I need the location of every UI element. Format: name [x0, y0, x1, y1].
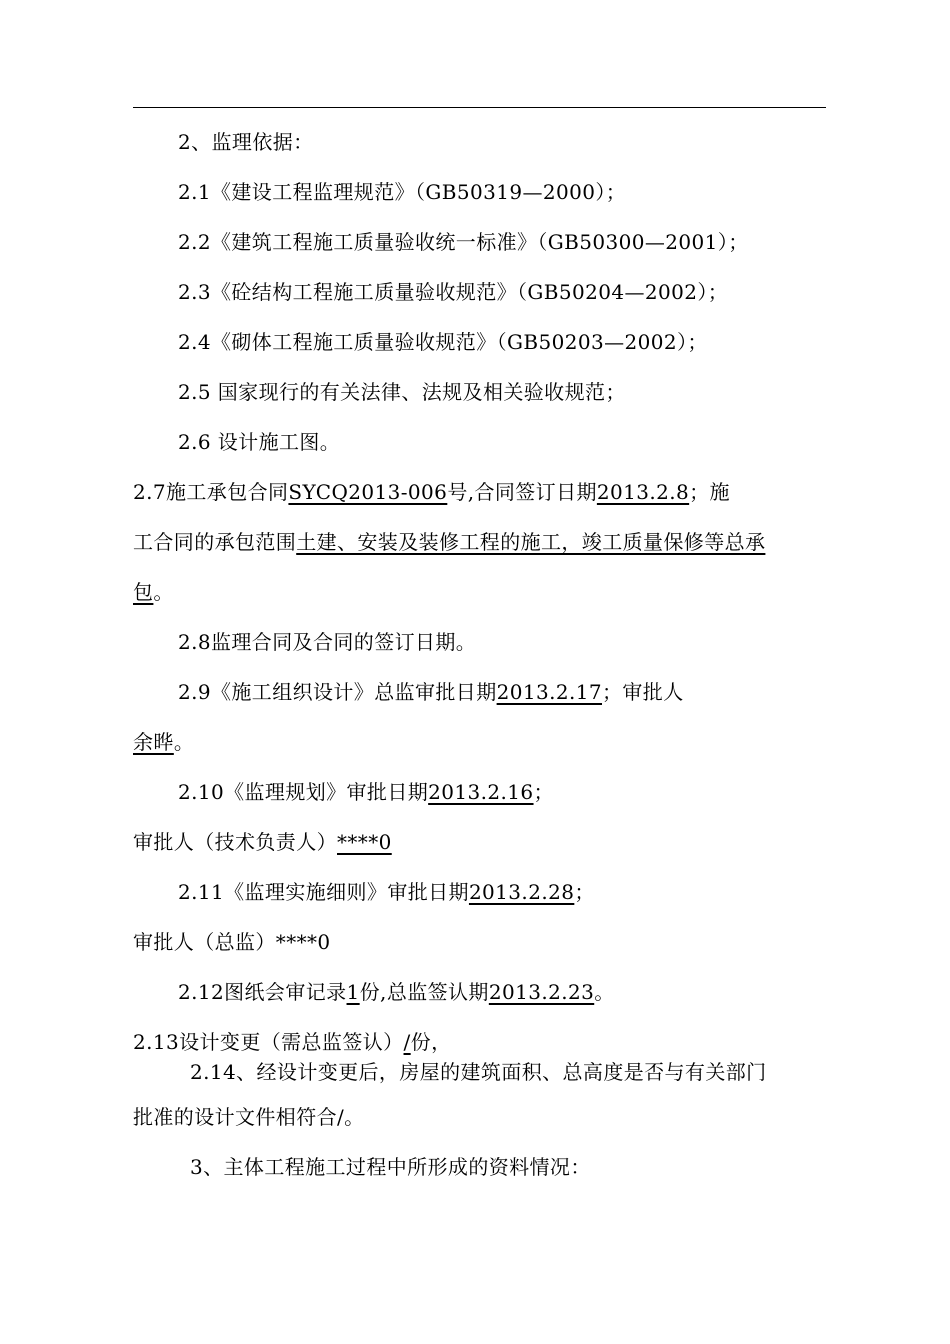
record-count: 1	[346, 980, 360, 1004]
text: 2.10《监理规划》审批日期	[178, 780, 429, 804]
text: 2.13设计变更（需总监签认）	[133, 1030, 404, 1054]
basis-item-2-14-cont: 批准的设计文件相符合/。	[133, 1105, 365, 1129]
contract-scope-end	[133, 580, 174, 604]
approver-line: 审批人（总监）****0	[133, 930, 331, 954]
basis-item-2-5: 2.5 国家现行的有关法律、法规及相关验收规范；	[178, 380, 626, 404]
approval-date: 2013.2.17	[496, 680, 602, 704]
header-rule	[133, 107, 826, 108]
contract-scope-line	[133, 530, 765, 554]
basis-item-2-7	[133, 480, 730, 504]
approver-name: 余晔	[133, 730, 174, 754]
section-heading-records: 3、主体工程施工过程中所形成的资料情况：	[190, 1155, 591, 1179]
contract-scope: 土建、安装及装修工程的施工，竣工质量保修等总承	[296, 530, 766, 554]
basis-item-2-9	[178, 680, 684, 704]
text: 2.11《监理实施细则》审批日期	[178, 880, 469, 904]
approval-date: 2013.2.16	[428, 780, 534, 804]
contract-scope-tail: 包	[133, 580, 154, 604]
text: ；施	[689, 480, 730, 504]
text: 2.12图纸会审记录	[178, 980, 347, 1004]
approval-date: 2013.2.28	[468, 880, 575, 904]
text: ；	[574, 880, 595, 904]
basis-item-2-10	[178, 780, 554, 804]
basis-item-2-12	[178, 980, 615, 1004]
approver-line	[133, 830, 392, 854]
basis-item-2-3: 2.3《砼结构工程施工质量验收规范》（GB50204—2002）；	[178, 280, 729, 304]
text: 。	[594, 980, 615, 1004]
basis-item-2-11	[178, 880, 595, 904]
text: 2.7施工承包合同	[133, 480, 289, 504]
basis-item-2-14: 2.14、经设计变更后，房屋的建筑面积、总高度是否与有关部门	[190, 1060, 767, 1084]
text: 2.9《施工组织设计》总监审批日期	[178, 680, 497, 704]
approver-line	[133, 730, 194, 754]
basis-item-2-4: 2.4《砌体工程施工质量验收规范》（GB50203—2002）；	[178, 330, 708, 354]
approver-name: ****0	[337, 830, 392, 854]
text: 份,总监签认期	[359, 980, 489, 1004]
contract-date: 2013.2.8	[596, 480, 690, 504]
basis-item-2-6: 2.6 设计施工图。	[178, 430, 341, 454]
text: 份，	[410, 1030, 452, 1054]
basis-item-2-8: 2.8监理合同及合同的签订日期。	[178, 630, 477, 654]
contract-number: SYCQ2013-006	[288, 480, 448, 504]
text: 工合同的承包范围	[133, 530, 297, 554]
basis-item-2-13	[133, 1030, 451, 1054]
text: 审批人（技术负责人）	[133, 830, 337, 854]
basis-item-2-2: 2.2《建筑工程施工质量验收统一标准》（GB50300—2001）；	[178, 230, 749, 254]
text: 。	[153, 580, 174, 604]
basis-item-2-1: 2.1《建设工程监理规范》（GB50319—2000）；	[178, 180, 627, 204]
text: 。	[173, 730, 195, 754]
text: ；	[533, 780, 554, 804]
text: ；审批人	[602, 680, 684, 704]
change-count: /	[403, 1030, 411, 1054]
sign-date: 2013.2.23	[488, 980, 595, 1004]
text: 号,合同签订日期	[447, 480, 597, 504]
section-heading-basis: 2、监理依据：	[178, 130, 314, 154]
